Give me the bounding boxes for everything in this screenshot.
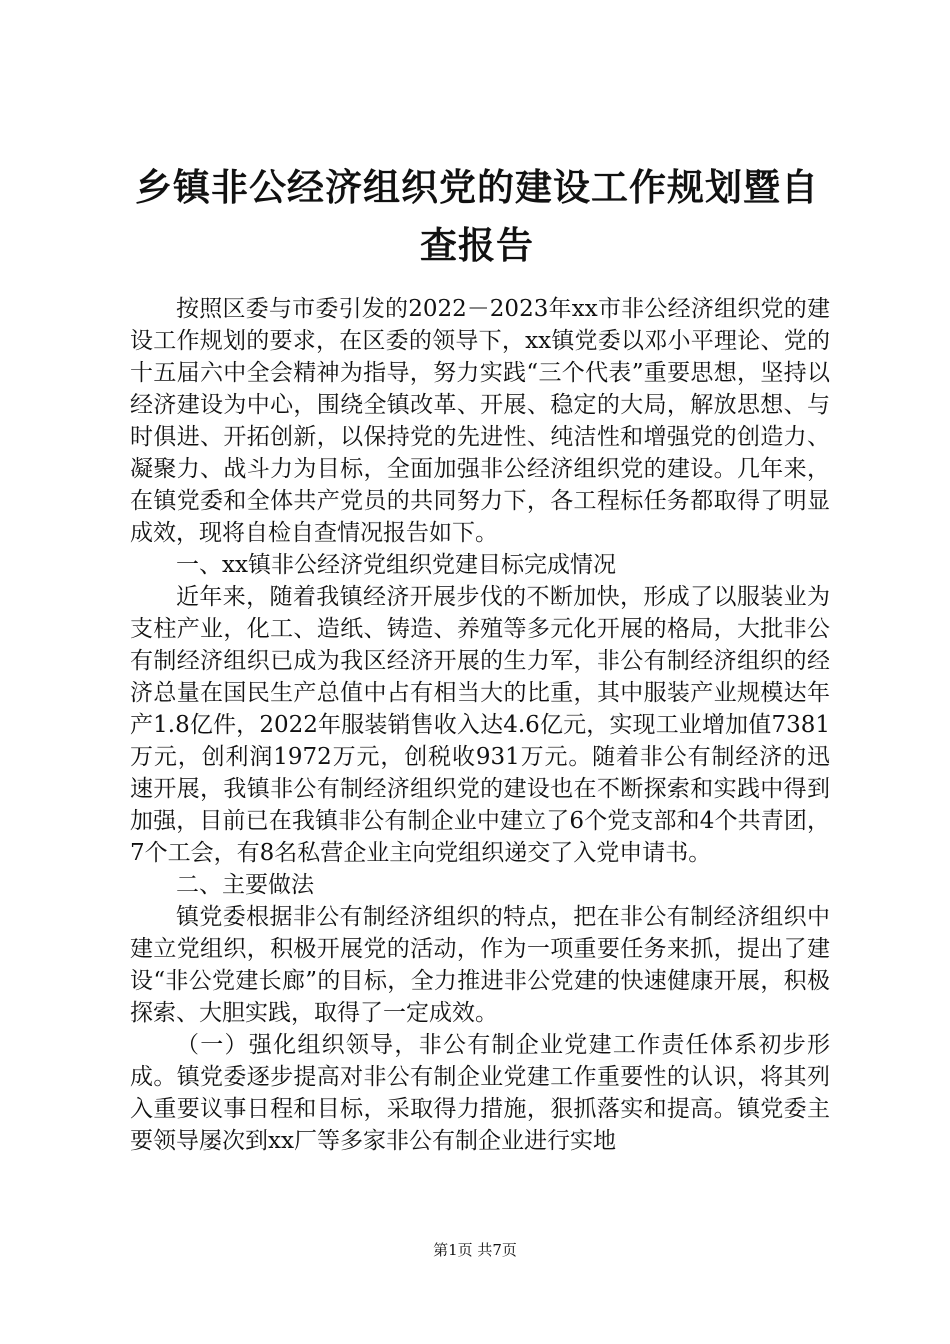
- paragraph-subsection-1: （一）强化组织领导，非公有制企业党建工作责任体系初步形成。镇党委逐步提高对非公有制企业党建工作重要性的认识，将其列入重要议事日程和目标，采取得力措施，狠抓落实和提高。镇党委主要领导屡次到xx厂等多家非公有制企业进行实地: [130, 1032, 830, 1154]
- document-body: [130, 293, 830, 1157]
- page-footer: 第1页 共7页: [433, 1241, 517, 1259]
- section-heading-2: 二、主要做法: [176, 872, 314, 898]
- paragraph-section-2: 镇党委根据非公有制经济组织的特点，把在非公有制经济组织中建立党组织，积极开展党的活动，作为一项重要任务来抓，提出了建设“非公党建长廊”的目标，全力推进非公党建的快速健康开展，积极探索、大胆实践，取得了一定成效。: [130, 904, 830, 1026]
- section-heading-1: 一、xx镇非公经济党组织党建目标完成情况: [176, 552, 616, 578]
- paragraph-section-1: 近年来，随着我镇经济开展步伐的不断加快，形成了以服装业为支柱产业，化工、造纸、铸造、养殖等多元化开展的格局，大批非公有制经济组织已成为我区经济开展的生力军，非公有制经济组织的经济总量在国民生产总值中占有相当大的比重，其中服装产业规模达年产1.8亿件，2022年服装销售收入达4.6亿元，实现工业增加值7381万元，创利润1972万元，创税收931万元。随着非公有制经济的迅速开展，我镇非公有制经济组织党的建设也在不断探索和实践中得到加强，目前已在我镇非公有制企业中建立了6个党支部和4个共青团，7个工会，有8名私营企业主向党组织递交了入党申请书。: [130, 584, 830, 866]
- document-title: 乡镇非公经济组织党的建设工作规划暨自查报告: [135, 165, 819, 267]
- paragraph-intro: 按照区委与市委引发的2022－2023年xx市非公经济组织党的建设工作规划的要求，在区委的领导下，xx镇党委以邓小平理论、党的十五届六中全会精神为指导，努力实践“三个代表”重要思想，坚持以经济建设为中心，围绕全镇改革、开展、稳定的大局，解放思想、与时俱进、开拓创新，以保持党的先进性、纯洁性和增强党的创造力、凝聚力、战斗力为目标，全面加强非公经济组织党的建设。几年来，在镇党委和全体共产党员的共同努力下，各工程标任务都取得了明显成效，现将自检自查情况报告如下。: [130, 296, 830, 546]
